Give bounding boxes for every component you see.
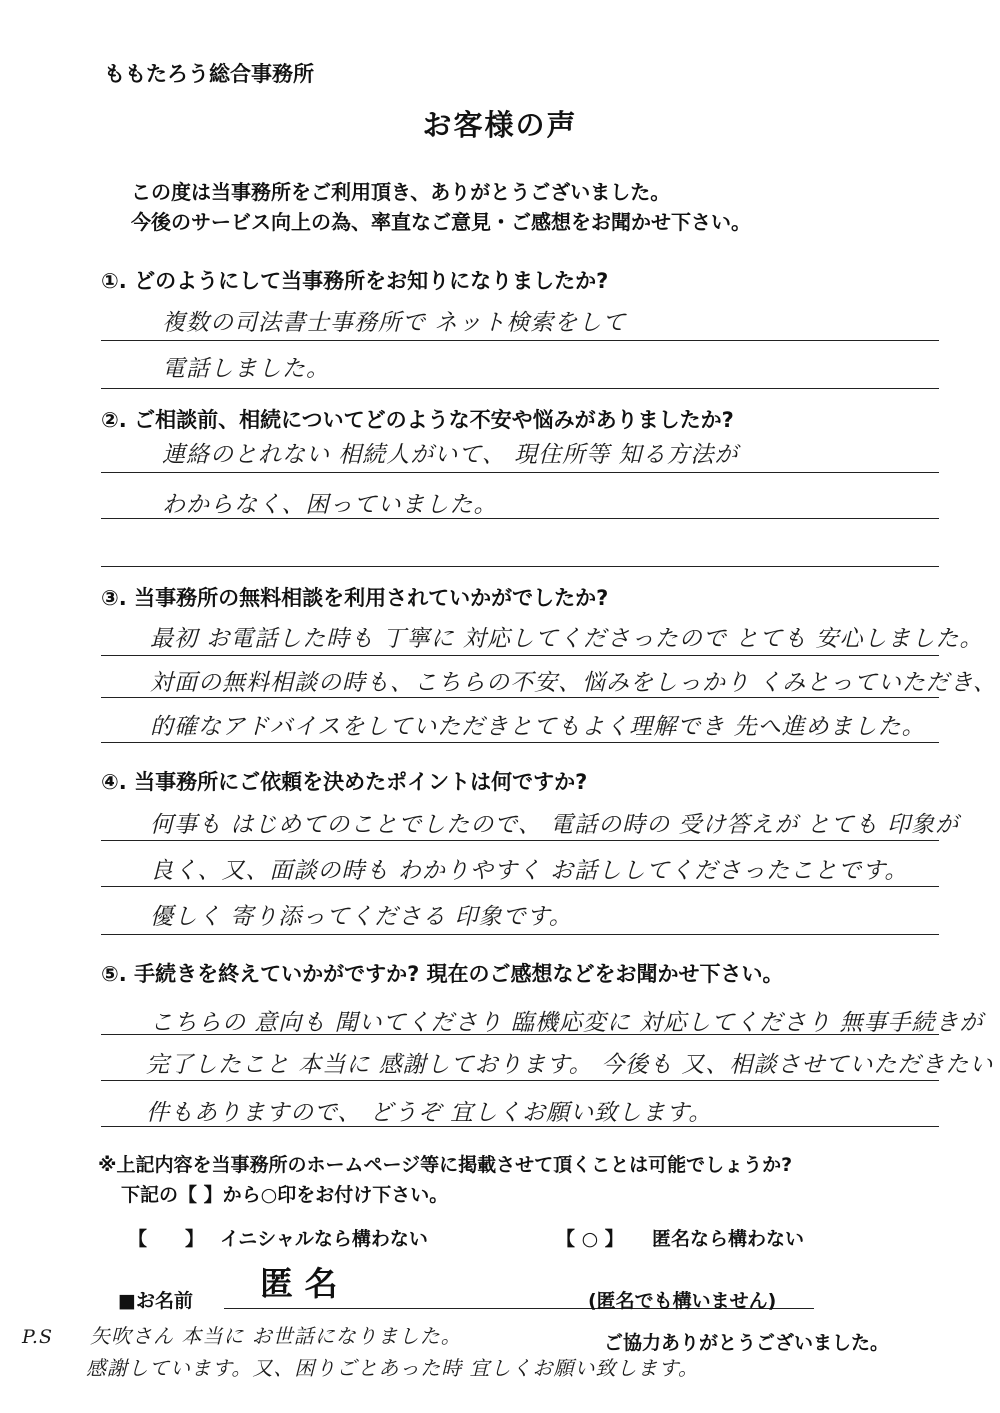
intro-line-2: 今後のサービス向上の為、率直なご意見・ご感想をお聞かせ下さい。 bbox=[131, 210, 751, 234]
answer-rule bbox=[101, 742, 939, 743]
option-anonymous-label: 匿名なら構わない bbox=[652, 1228, 805, 1250]
answer-rule bbox=[101, 566, 939, 567]
question-2-answer-line-2: わからなく、困っていました。 bbox=[162, 492, 498, 518]
answer-rule bbox=[101, 886, 939, 887]
answer-rule bbox=[101, 934, 939, 935]
answer-rule bbox=[101, 1126, 939, 1127]
ps-label: P.S bbox=[22, 1326, 53, 1348]
answer-rule bbox=[101, 697, 939, 698]
answer-rule bbox=[101, 1080, 939, 1081]
instruction-text: 下記の【 】から○印をお付け下さい。 bbox=[121, 1184, 449, 1206]
answer-rule bbox=[101, 340, 939, 341]
publication-notice: ※上記内容を当事務所のホームページ等に掲載させて頂くことは可能でしょうか? bbox=[98, 1154, 793, 1176]
option-anonymous-bracket[interactable]: 【 ○ 】 bbox=[556, 1228, 624, 1250]
ps-line-2: 感謝しています。又、困りごとあった時 宜しくお願い致します。 bbox=[86, 1356, 699, 1380]
name-note: (匿名でも構いません) bbox=[588, 1290, 777, 1312]
answer-rule bbox=[101, 655, 939, 656]
option-initial-bracket[interactable]: 【 】 bbox=[128, 1228, 205, 1250]
option-initial-label: イニシャルなら構わない bbox=[220, 1228, 428, 1250]
question-2-answer-line-1: 連絡のとれない 相続人がいて、 現住所等 知る方法が bbox=[162, 442, 739, 468]
question-1-answer-line-1: 複数の司法書士事務所で ネット検索をして bbox=[162, 310, 627, 336]
answer-rule bbox=[101, 472, 939, 473]
question-5-answer-line-2: 完了したこと 本当に 感謝しております。 今後も 又、相談させていただきたい bbox=[146, 1052, 994, 1078]
question-3-label: ③. 当事務所の無料相談を利用されていかがでしたか? bbox=[101, 586, 609, 610]
ps-line-1: 矢吹さん 本当に お世話になりました。 bbox=[90, 1324, 462, 1348]
question-2-label: ②. ご相談前、相続についてどのような不安や悩みがありましたか? bbox=[101, 408, 734, 432]
question-1-label: ①. どのようにして当事務所をお知りになりましたか? bbox=[101, 269, 609, 293]
closing-text: ご協力ありがとうございました。 bbox=[604, 1332, 890, 1354]
question-3-answer-line-3: 的確なアドバイスをしていただきとてもよく理解でき 先へ進めました。 bbox=[150, 714, 926, 740]
question-4-label: ④. 当事務所にご依頼を決めたポイントは何ですか? bbox=[101, 770, 588, 794]
question-4-answer-line-2: 良く、又、面談の時も わかりやすく お話ししてくださったことです。 bbox=[150, 858, 909, 884]
question-3-answer-line-2: 対面の無料相談の時も、こちらの不安、悩みをしっかり くみとっていただき、 bbox=[150, 670, 997, 696]
intro-line-1: この度は当事務所をご利用頂き、ありがとうございました。 bbox=[131, 180, 671, 204]
answer-rule bbox=[101, 840, 939, 841]
question-5-answer-line-1: こちらの 意向も 聞いてくださり 臨機応変に 対応してくださり 無事手続きが bbox=[150, 1010, 984, 1036]
name-label: ■お名前 bbox=[118, 1290, 193, 1312]
question-4-answer-line-1: 何事も はじめてのことでしたので、 電話の時の 受け答えが とても 印象が bbox=[150, 812, 960, 838]
page-title: お客様の声 bbox=[422, 108, 578, 142]
question-3-answer-line-1: 最初 お電話した時も 丁寧に 対応してくださったので とても 安心しました。 bbox=[150, 626, 984, 652]
answer-rule bbox=[101, 388, 939, 389]
answer-rule bbox=[101, 1034, 939, 1035]
question-5-answer-line-3: 件もありますので、 どうぞ 宜しくお願い致します。 bbox=[146, 1100, 713, 1126]
question-1-answer-line-2: 電話しました。 bbox=[162, 356, 330, 382]
office-name: ももたろう総合事務所 bbox=[104, 62, 314, 86]
answer-rule bbox=[101, 518, 939, 519]
question-4-answer-line-3: 優しく 寄り添ってくださる 印象です。 bbox=[150, 904, 573, 930]
name-value: 匿 名 bbox=[260, 1264, 338, 1303]
question-5-label: ⑤. 手続きを終えていかがですか? 現在のご感想などをお聞かせ下さい。 bbox=[101, 962, 784, 986]
